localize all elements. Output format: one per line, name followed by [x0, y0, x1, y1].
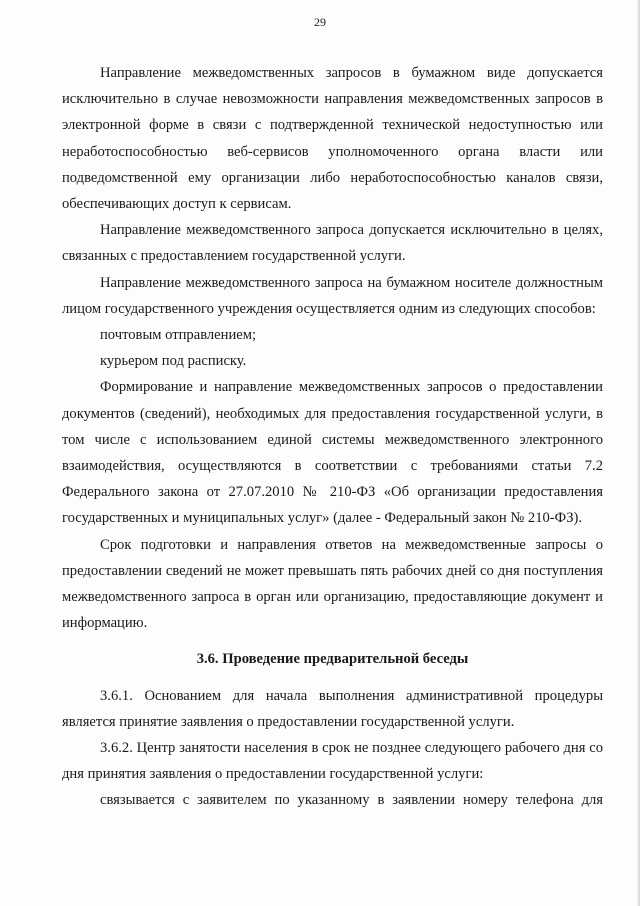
- page-number: 29: [314, 15, 326, 29]
- paragraph: 3.6.2. Центр занятости населения в срок не позднее следующего рабочего дня со дня принятия заявления о предоставлении государственной услуги:: [62, 740, 603, 783]
- document-body: [62, 60, 603, 814]
- paragraph: связывается с заявителем по указанному в заявлении номеру телефона для: [100, 792, 603, 809]
- section-heading: 3.6. Проведение предварительной беседы: [196, 651, 469, 668]
- paragraph: Формирование и направление межведомственных запросов о предоставлении документов (сведений), необходимых для предоставления государственной услуги, в том числе с использованием единой системы межведомственного электронного взаимодействия, осуществляются в соответствии с требованиями статьи 7.2 Федерального закона от 27.07.2010 № 210-ФЗ «Об организации предоставления государственных и муниципальных услуг» (далее - Федеральный закон № 210-ФЗ).: [62, 379, 603, 527]
- paragraph: Направление межведомственного запроса на бумажном носителе должностным лицом государственного учреждения осуществляется одним из следующих способов:: [62, 274, 603, 317]
- paragraph: Направление межведомственных запросов в бумажном виде допускается исключительно в случае невозможности направления межведомственных запросов в электронной форме в связи с подтвержденной технической недоступностью или неработоспособностью веб-сервисов уполномоченного органа власти или подведомственной ему организации либо неработоспособностью каналов связи, обеспечивающих доступ к сервисам.: [62, 65, 603, 213]
- paragraph: 3.6.1. Основанием для начала выполнения административной процедуры является принятие заявления о предоставлении государственной услуги.: [62, 687, 603, 730]
- paragraph: Срок подготовки и направления ответов на межведомственные запросы о предоставлении сведений не может превышать пять рабочих дней со дня поступления межведомственного запроса в орган или организацию, предоставляющие документ и информацию.: [62, 536, 603, 632]
- paragraph: Направление межведомственного запроса допускается исключительно в целях, связанных с предоставлением государственной услуги.: [62, 222, 603, 265]
- list-item: курьером под расписку.: [100, 353, 247, 370]
- list-item: почтовым отправлением;: [100, 327, 257, 344]
